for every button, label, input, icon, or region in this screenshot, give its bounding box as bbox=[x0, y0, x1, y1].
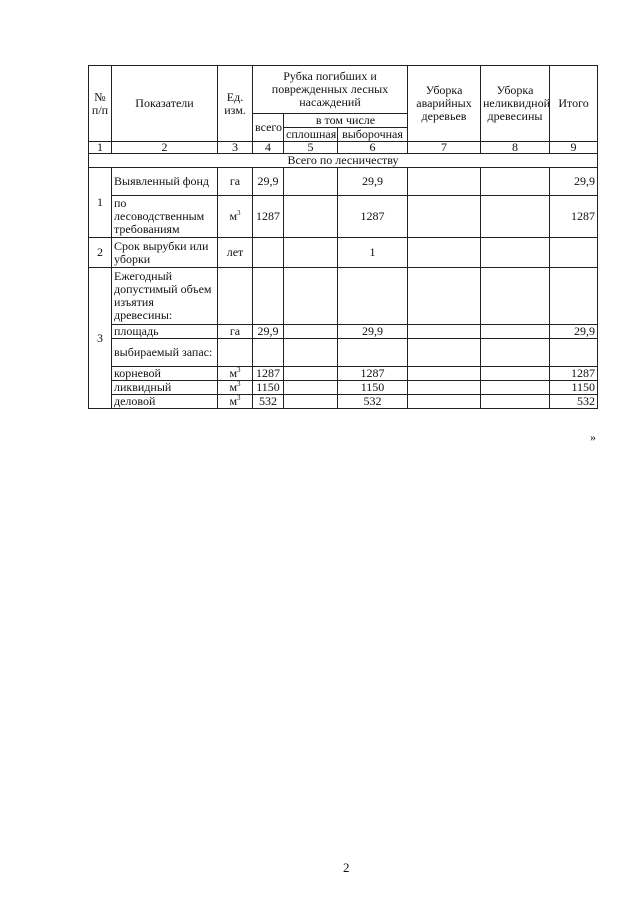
column-numbers-row bbox=[89, 142, 598, 154]
cell-total: 1150 bbox=[253, 381, 284, 395]
cell-selective bbox=[338, 268, 408, 325]
cell-selective: 1150 bbox=[338, 381, 408, 395]
row-label: выбираемый запас: bbox=[112, 339, 218, 367]
cell-nonliquid bbox=[481, 395, 550, 409]
cell-clear bbox=[284, 268, 338, 325]
cell-selective: 1 bbox=[338, 238, 408, 268]
cell-clear bbox=[284, 395, 338, 409]
cell-emergency bbox=[408, 268, 481, 325]
cell-emergency bbox=[408, 367, 481, 381]
header-selective: выборочная bbox=[338, 128, 408, 142]
header-emergency: Уборка аварийных деревьев bbox=[408, 66, 481, 142]
row-label: Выявленный фонд bbox=[112, 168, 218, 196]
row-unit: лет bbox=[218, 238, 253, 268]
cell-nonliquid bbox=[481, 339, 550, 367]
cell-selective bbox=[338, 339, 408, 367]
unit-text: м bbox=[229, 366, 238, 380]
cell-itogo: 29,9 bbox=[550, 168, 598, 196]
cell-clear bbox=[284, 196, 338, 238]
unit-text: м bbox=[229, 380, 238, 394]
unit-text: м bbox=[229, 394, 238, 408]
col-number: 1 bbox=[89, 142, 112, 154]
cell-itogo bbox=[550, 268, 598, 325]
cell-itogo: 1287 bbox=[550, 196, 598, 238]
cell-clear bbox=[284, 325, 338, 339]
row-label: площадь bbox=[112, 325, 218, 339]
row-unit bbox=[218, 395, 253, 409]
row-label: Срок вырубки или уборки bbox=[112, 238, 218, 268]
cell-clear bbox=[284, 238, 338, 268]
unit-sup: 3 bbox=[237, 394, 241, 402]
cell-nonliquid bbox=[481, 268, 550, 325]
cell-emergency bbox=[408, 395, 481, 409]
cell-selective: 29,9 bbox=[338, 325, 408, 339]
unit-sup: 3 bbox=[237, 366, 241, 374]
row-unit: га bbox=[218, 168, 253, 196]
table-row bbox=[89, 339, 598, 367]
section-title: Всего по лесничеству bbox=[89, 154, 598, 168]
unit-text: м bbox=[229, 209, 238, 223]
row-number: 2 bbox=[89, 238, 112, 268]
cell-emergency bbox=[408, 339, 481, 367]
header-num: № п/п bbox=[89, 66, 112, 142]
cell-itogo bbox=[550, 339, 598, 367]
row-number: 1 bbox=[89, 168, 112, 238]
cell-selective: 532 bbox=[338, 395, 408, 409]
cell-nonliquid bbox=[481, 168, 550, 196]
cell-nonliquid bbox=[481, 367, 550, 381]
row-label: ликвидный bbox=[112, 381, 218, 395]
col-number: 6 bbox=[338, 142, 408, 154]
cell-emergency bbox=[408, 381, 481, 395]
unit-sup: 3 bbox=[237, 209, 241, 217]
section-row bbox=[89, 154, 598, 168]
row-label: деловой bbox=[112, 395, 218, 409]
cell-clear bbox=[284, 168, 338, 196]
row-unit: га bbox=[218, 325, 253, 339]
cell-itogo: 1287 bbox=[550, 367, 598, 381]
table-row bbox=[89, 325, 598, 339]
cell-total: 29,9 bbox=[253, 168, 284, 196]
cell-nonliquid bbox=[481, 238, 550, 268]
header-indicators: Показатели bbox=[112, 66, 218, 142]
table-row bbox=[89, 395, 598, 409]
cell-clear bbox=[284, 381, 338, 395]
page-number: 2 bbox=[343, 860, 350, 875]
cell-total bbox=[253, 238, 284, 268]
table-row bbox=[89, 168, 598, 196]
cell-total: 532 bbox=[253, 395, 284, 409]
row-unit bbox=[218, 339, 253, 367]
col-number: 8 bbox=[481, 142, 550, 154]
row-number: 3 bbox=[89, 268, 112, 409]
cell-emergency bbox=[408, 238, 481, 268]
cell-emergency bbox=[408, 196, 481, 238]
header-row-1 bbox=[89, 66, 598, 114]
header-incl: в том числе bbox=[284, 114, 408, 128]
cell-nonliquid bbox=[481, 381, 550, 395]
cell-selective: 1287 bbox=[338, 196, 408, 238]
cell-itogo bbox=[550, 238, 598, 268]
cell-nonliquid bbox=[481, 196, 550, 238]
cell-selective: 1287 bbox=[338, 367, 408, 381]
cell-selective: 29,9 bbox=[338, 168, 408, 196]
table-row bbox=[89, 268, 598, 325]
col-number: 9 bbox=[550, 142, 598, 154]
cell-total bbox=[253, 268, 284, 325]
table-row bbox=[89, 238, 598, 268]
felling-table bbox=[88, 65, 598, 409]
col-number: 3 bbox=[218, 142, 253, 154]
cell-total bbox=[253, 339, 284, 367]
header-felling: Рубка погибших и поврежденных лесных насаждений bbox=[253, 66, 408, 114]
col-number: 4 bbox=[253, 142, 284, 154]
row-unit bbox=[218, 381, 253, 395]
cell-emergency bbox=[408, 325, 481, 339]
table-row bbox=[89, 381, 598, 395]
cell-nonliquid bbox=[481, 325, 550, 339]
row-unit bbox=[218, 367, 253, 381]
row-label: Ежегодный допустимый объем изъятия древесины: bbox=[112, 268, 218, 325]
row-label: корневой bbox=[112, 367, 218, 381]
row-unit bbox=[218, 268, 253, 325]
cell-total: 1287 bbox=[253, 196, 284, 238]
header-clear: сплошная bbox=[284, 128, 338, 142]
cell-total: 1287 bbox=[253, 367, 284, 381]
cell-itogo: 29,9 bbox=[550, 325, 598, 339]
row-unit bbox=[218, 196, 253, 238]
header-nonliquid: Уборка неликвидной древесины bbox=[481, 66, 550, 142]
table-row bbox=[89, 196, 598, 238]
header-unit: Ед. изм. bbox=[218, 66, 253, 142]
cell-itogo: 532 bbox=[550, 395, 598, 409]
cell-clear bbox=[284, 339, 338, 367]
cell-emergency bbox=[408, 168, 481, 196]
col-number: 7 bbox=[408, 142, 481, 154]
header-itogo: Итого bbox=[550, 66, 598, 142]
unit-sup: 3 bbox=[237, 380, 241, 388]
cell-clear bbox=[284, 367, 338, 381]
cell-total: 29,9 bbox=[253, 325, 284, 339]
cell-itogo: 1150 bbox=[550, 381, 598, 395]
row-label: по лесоводственным требованиям bbox=[112, 196, 218, 238]
col-number: 5 bbox=[284, 142, 338, 154]
table-row bbox=[89, 367, 598, 381]
closing-quote: » bbox=[590, 430, 596, 444]
header-total-sub: всего bbox=[253, 114, 284, 142]
col-number: 2 bbox=[112, 142, 218, 154]
